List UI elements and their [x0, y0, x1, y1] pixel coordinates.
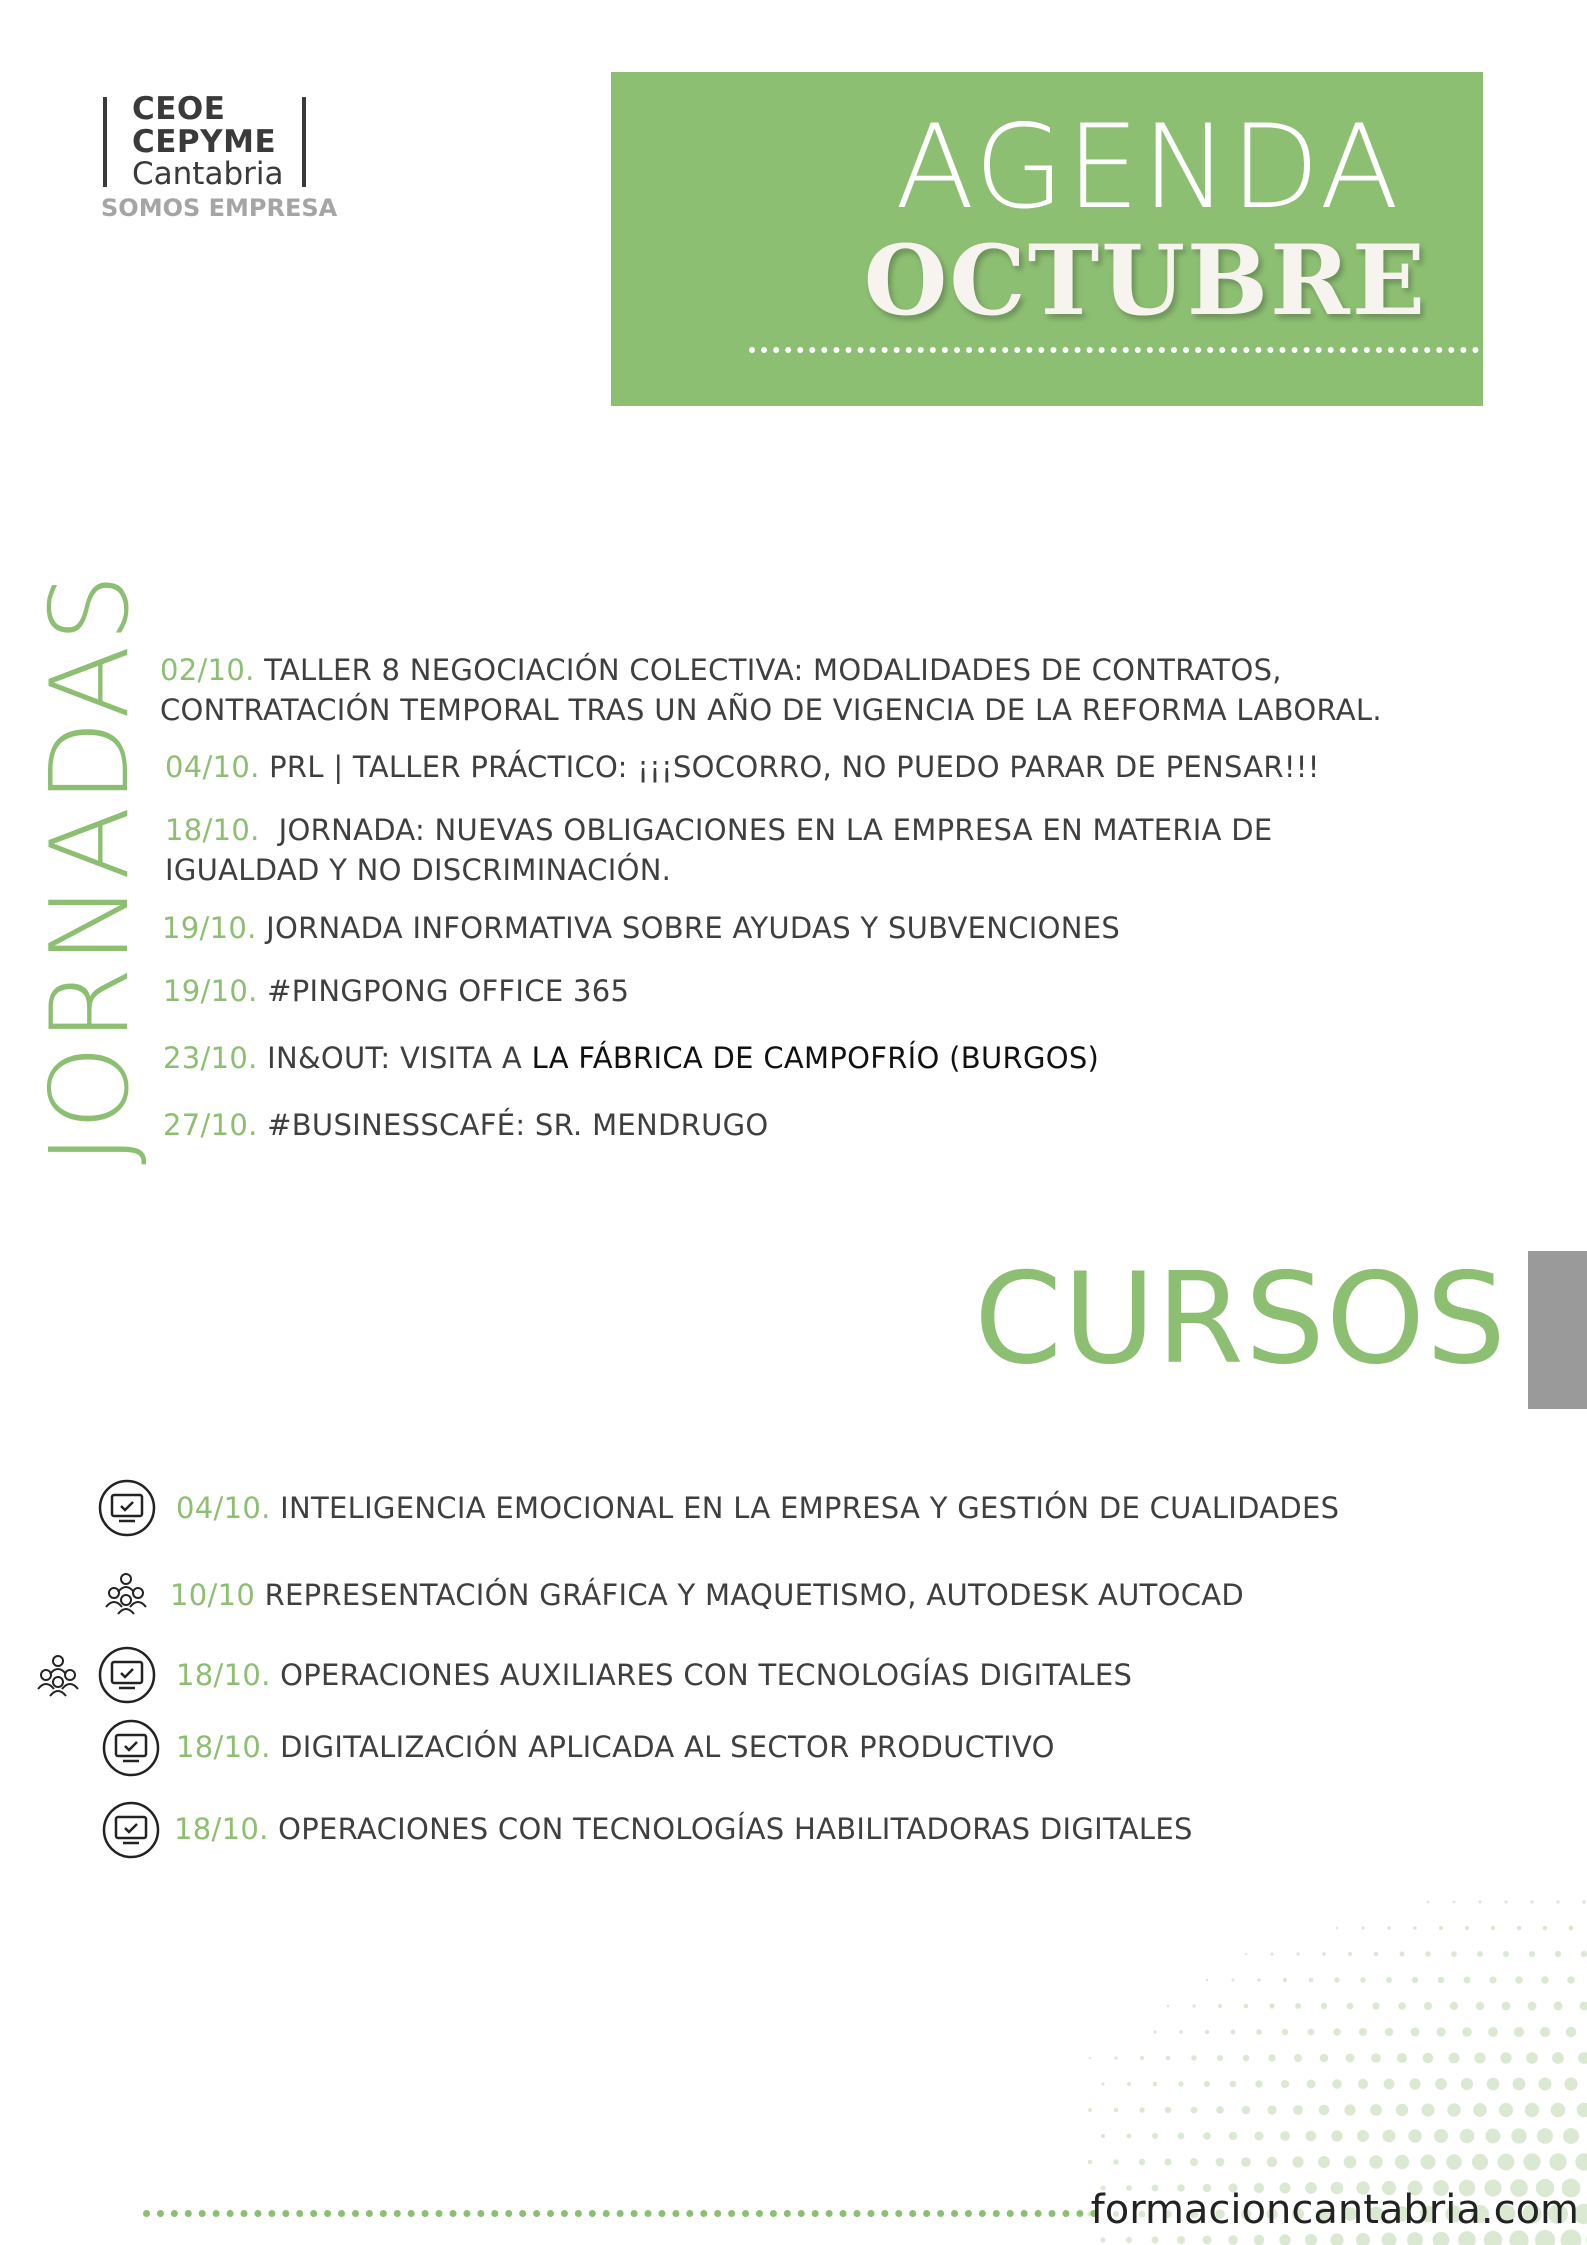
halftone-dot: [1383, 2130, 1396, 2143]
halftone-dot: [1582, 1900, 1585, 1903]
halftone-dot: [1241, 2157, 1251, 2167]
halftone-dot: [1549, 2153, 1566, 2170]
halftone-dot: [1113, 2159, 1119, 2165]
halftone-dot: [1283, 1978, 1287, 1982]
jornada-date: 02/10.: [160, 653, 255, 687]
halftone-dot: [1575, 2153, 1587, 2170]
halftone-dot: [1554, 2002, 1563, 2011]
online-course-icon: [101, 1800, 161, 1860]
halftone-dot: [1458, 2231, 1476, 2245]
halftone-dot: [1126, 2237, 1132, 2243]
halftone-dot: [1217, 2055, 1223, 2061]
halftone-dot: [1498, 2154, 1515, 2171]
halftone-dot: [1563, 2128, 1579, 2144]
jornada-title: PRL | TALLER PRÁCTICO: ¡¡¡SOCORRO, NO PUEDO PARAR DE PENSAR!!!: [269, 750, 1320, 784]
footer-website-link[interactable]: formacioncantabria.com: [1090, 2187, 1579, 2233]
curso-item[interactable]: [174, 1809, 1193, 1849]
halftone-dot: [1566, 2027, 1576, 2037]
halftone-dot: [1267, 2157, 1277, 2167]
halftone-dot: [1411, 2028, 1420, 2037]
halftone-dot: [1307, 2080, 1316, 2089]
halftone-dot: [1257, 1978, 1261, 1982]
halftone-dot: [1473, 2103, 1487, 2117]
halftone-dot: [1292, 2156, 1303, 2167]
halftone-dot: [1203, 2132, 1211, 2140]
halftone-dot: [1499, 2103, 1513, 2117]
halftone-dot: [1447, 2103, 1460, 2116]
halftone-dot: [1191, 2107, 1198, 2114]
halftone-dot: [1332, 2079, 1342, 2089]
halftone-dot: [1540, 2027, 1550, 2037]
curso-title: REPRESENTACIÓN GRÁFICA Y MAQUETISMO, AUTODESK AUTOCAD: [264, 1578, 1245, 1612]
halftone-dot: [1412, 1977, 1418, 1983]
halftone-dot: [1398, 2002, 1406, 2010]
halftone-dot: [1333, 2028, 1340, 2035]
halftone-dot: [1165, 2107, 1171, 2113]
jornada-item[interactable]: [165, 810, 1273, 850]
jornadas-section-label: JORNADAS: [28, 570, 153, 1165]
halftone-dot: [1435, 2078, 1447, 2090]
halftone-dot: [1319, 2105, 1330, 2116]
halftone-dot: [1254, 2235, 1265, 2245]
halftone-dot: [1358, 2079, 1368, 2089]
halftone-dot: [1205, 2030, 1209, 2034]
halftone-dot: [1436, 2027, 1445, 2036]
halftone-dot: [1336, 1927, 1339, 1930]
halftone-dot: [1503, 1951, 1509, 1957]
jornada-title: JORNADA INFORMATIVA SOBRE AYUDAS Y SUBVENCIONES: [266, 911, 1121, 945]
jornada-item[interactable]: [160, 650, 1282, 690]
curso-title: INTELIGENCIA EMOCIONAL EN LA EMPRESA Y GESTIÓN DE CUALIDADES: [280, 1491, 1340, 1525]
halftone-dot: [1489, 1976, 1496, 1983]
cursos-section-title: CURSOS: [974, 1245, 1507, 1392]
halftone-dot: [1242, 2106, 1250, 2114]
curso-title: OPERACIONES CON TECNOLOGÍAS HABILITADORAS DIGITALES: [278, 1812, 1193, 1846]
halftone-dot: [1347, 2003, 1354, 2010]
halftone-dot: [1487, 2078, 1500, 2091]
halftone-dot: [1255, 2080, 1263, 2088]
curso-item[interactable]: [176, 1727, 1055, 1767]
halftone-dot: [1385, 2028, 1393, 2036]
halftone-dot: [1421, 2155, 1436, 2170]
curso-date: 18/10.: [174, 1812, 269, 1846]
halftone-dot: [1282, 2029, 1288, 2035]
halftone-dot: [1178, 2081, 1183, 2086]
halftone-dot: [1344, 2156, 1357, 2169]
halftone-dot: [1127, 2082, 1131, 2086]
logo-tagline: SOMOS EMPRESA: [101, 194, 338, 222]
halftone-dot: [1424, 2002, 1432, 2010]
halftone-dot: [1476, 2002, 1485, 2011]
halftone-dot: [1153, 2082, 1158, 2087]
halftone-dot: [1268, 2054, 1275, 2061]
halftone-dot: [1460, 2129, 1475, 2144]
jornada-item[interactable]: [165, 747, 1320, 787]
halftone-dot: [1216, 2106, 1224, 2114]
jornada-date: 23/10.: [163, 1041, 258, 1075]
halftone-dot: [1243, 2055, 1250, 2062]
curso-date: 10/10: [170, 1578, 256, 1612]
halftone-dot: [1271, 1953, 1274, 1956]
halftone-dot: [1552, 2052, 1564, 2064]
halftone-dot: [1306, 2131, 1317, 2142]
halftone-dot: [1330, 2233, 1343, 2245]
halftone-dot: [1190, 2158, 1198, 2166]
curso-item[interactable]: [176, 1488, 1339, 1528]
online-course-icon: [97, 1478, 157, 1538]
halftone-dot: [1218, 2004, 1222, 2008]
halftone-dot: [1461, 2078, 1473, 2090]
halftone-dot: [1511, 2128, 1526, 2143]
halftone-dot: [1474, 2052, 1485, 2063]
halftone-dot: [1408, 2129, 1421, 2142]
halftone-dot: [1530, 1900, 1533, 1903]
halftone-dot: [1139, 2159, 1145, 2165]
halftone-dot: [1281, 2080, 1289, 2088]
jornada-date: 19/10.: [162, 911, 257, 945]
halftone-dot: [1567, 1976, 1575, 1984]
agenda-title-box: [611, 72, 1483, 406]
jornada-title-highlight: LA FÁBRICA DE CAMPOFRÍO (BURGOS): [531, 1041, 1100, 1075]
halftone-dot: [1191, 2055, 1196, 2060]
halftone-dot: [1089, 2057, 1091, 2059]
halftone-dot: [1491, 1926, 1495, 1930]
halftone-dot: [1179, 2030, 1183, 2034]
jornada-item[interactable]: [162, 908, 1120, 948]
halftone-dot: [1465, 1926, 1469, 1930]
halftone-dot: [1348, 1952, 1352, 1956]
halftone-dot: [1525, 2103, 1539, 2117]
halftone-dot: [1230, 2081, 1237, 2088]
halftone-dot: [1464, 1977, 1471, 1984]
halftone-dot: [1293, 2105, 1303, 2115]
halftone-dot: [1356, 2233, 1370, 2245]
halftone-dot: [1309, 1978, 1314, 1983]
halftone-dot: [1479, 1901, 1482, 1904]
jornada-title-line2: CONTRATACIÓN TEMPORAL TRAS UN AÑO DE VIGENCIA DE LA REFORMA LABORAL.: [160, 693, 1382, 727]
halftone-dot: [1294, 2054, 1302, 2062]
halftone-dot: [1543, 1926, 1548, 1931]
curso-date: 18/10.: [176, 1730, 271, 1764]
curso-item[interactable]: [176, 1655, 1132, 1695]
halftone-dot: [1279, 2234, 1290, 2245]
halftone-dot: [1537, 2128, 1553, 2144]
halftone-dot: [1526, 2052, 1538, 2064]
halftone-dot: [1244, 2004, 1249, 2009]
halftone-dot: [1152, 2133, 1158, 2139]
halftone-dot: [1387, 1926, 1390, 1929]
halftone-dot: [1228, 2235, 1238, 2245]
halftone-dot: [1439, 1926, 1443, 1930]
title-dotted-line: [749, 347, 1479, 353]
halftone-dot: [1382, 2233, 1397, 2245]
halftone-dot: [1488, 2027, 1498, 2037]
jornada-item[interactable]: [163, 971, 629, 1011]
halftone-dot: [1167, 2005, 1170, 2008]
halftone-dot: [1427, 1901, 1430, 1904]
halftone-dot: [1581, 1951, 1587, 1957]
jornada-item[interactable]: [163, 1038, 1099, 1078]
halftone-dot: [1229, 2132, 1237, 2140]
halftone-dot: [1528, 2002, 1537, 2011]
halftone-dot: [1334, 1977, 1339, 1982]
halftone-dot: [1231, 2030, 1236, 2035]
halftone-dot: [1502, 2002, 1511, 2011]
halftone-dot: [1539, 2078, 1552, 2091]
jornada-item-continuation[interactable]: [160, 690, 1382, 730]
halftone-dot: [1462, 2027, 1472, 2037]
halftone-dot: [1140, 2056, 1144, 2060]
halftone-dot: [1101, 2134, 1105, 2138]
footer-dotted-line: [143, 2210, 1098, 2217]
halftone-dot: [1513, 2078, 1526, 2091]
halftone-dot: [1423, 2053, 1434, 2064]
halftone-dot: [1088, 2108, 1092, 2112]
jornada-title: JORNADA: NUEVAS OBLIGACIONES EN LA EMPRESA EN MATERIA DE: [278, 813, 1273, 847]
agenda-title: AGENDA: [895, 100, 1401, 235]
logo-line-cepyme: CEPYME: [132, 124, 277, 160]
halftone-dot: [1514, 2027, 1524, 2037]
halftone-dot: [1321, 2003, 1327, 2009]
jornada-title: #BUSINESSCAFÉ: SR. MENDRUGO: [267, 1108, 769, 1142]
halftone-dot: [1564, 2077, 1577, 2090]
halftone-dot: [1577, 2103, 1587, 2118]
halftone-dot: [1320, 2054, 1329, 2063]
halftone-dot: [1372, 2002, 1379, 2009]
halftone-dot: [1360, 1977, 1366, 1983]
online-course-icon: [101, 1718, 161, 1778]
jornada-item-continuation[interactable]: [165, 850, 671, 890]
halftone-dot: [1164, 2158, 1171, 2165]
curso-item[interactable]: [170, 1575, 1244, 1615]
curso-title: DIGITALIZACIÓN APLICADA AL SECTOR PRODUCTIVO: [280, 1730, 1055, 1764]
halftone-dot: [1318, 2156, 1330, 2168]
halftone-dot: [1370, 2104, 1382, 2116]
jornada-date: 18/10.: [165, 813, 260, 847]
halftone-dot: [1344, 2104, 1355, 2115]
halftone-dot: [1359, 2028, 1367, 2036]
halftone-dot: [1192, 2004, 1195, 2007]
halftone-dot: [1449, 2053, 1460, 2064]
halftone-dot: [1204, 2081, 1210, 2087]
logo-line-ceoe: CEOE: [132, 91, 226, 127]
halftone-dot: [1472, 2154, 1488, 2170]
halftone-dot: [1433, 2232, 1450, 2245]
halftone-dot: [1114, 2056, 1117, 2059]
halftone-dot: [1216, 2158, 1225, 2167]
jornada-title: TALLER 8 NEGOCIACIÓN COLECTIVA: MODALIDADES DE CONTRATOS,: [264, 653, 1282, 687]
halftone-dot: [1541, 1976, 1548, 1983]
halftone-dot: [1451, 1951, 1457, 1957]
halftone-dot: [1569, 1926, 1574, 1931]
halftone-dot: [1555, 1951, 1561, 1957]
halftone-dot: [1280, 2131, 1290, 2141]
group-icon: [35, 1652, 81, 1698]
halftone-dot: [1127, 2134, 1132, 2139]
halftone-dot: [1407, 2232, 1423, 2245]
logo-frame: [103, 91, 306, 192]
halftone-dot: [1551, 2103, 1566, 2118]
halftone-dot: [1267, 2105, 1276, 2114]
halftone-dot: [1556, 1900, 1559, 1903]
halftone-dot: [1088, 2160, 1093, 2165]
halftone-dot: [1305, 2234, 1317, 2245]
halftone-dot: [1413, 1926, 1417, 1930]
halftone-dot: [1296, 1952, 1299, 1955]
halftone-dot: [1578, 2052, 1587, 2064]
decorative-halftone-dots: [1080, 1840, 1587, 2245]
halftone-dot: [1154, 2031, 1157, 2034]
halftone-dot: [1400, 1952, 1405, 1957]
halftone-dot: [1166, 2056, 1171, 2061]
halftone-dot: [1203, 2236, 1212, 2245]
halftone-dot: [1529, 1951, 1535, 1957]
halftone-dot: [1477, 1951, 1483, 1957]
halftone-dot: [1139, 2107, 1144, 2112]
halftone-dot: [1517, 1926, 1522, 1931]
month-title: OCTUBRE: [863, 224, 1427, 337]
curso-date: 04/10.: [176, 1491, 271, 1525]
halftone-dot: [1580, 2002, 1587, 2011]
halftone-dot: [1409, 2078, 1420, 2089]
halftone-dot: [1386, 1977, 1392, 1983]
jornada-item[interactable]: [163, 1105, 769, 1145]
halftone-dot: [1232, 1979, 1235, 1982]
halftone-dot: [1500, 2052, 1511, 2063]
halftone-dot: [1101, 2082, 1104, 2085]
halftone-dot: [1322, 1952, 1326, 1956]
halftone-dot: [1245, 1953, 1247, 1955]
halftone-dot: [1374, 1952, 1379, 1957]
halftone-dot: [1357, 2130, 1369, 2142]
jornada-title: #PINGPONG OFFICE 365: [267, 974, 630, 1008]
logo-line-cantabria: Cantabria: [132, 156, 284, 192]
curso-title: OPERACIONES AUXILIARES CON TECNOLOGÍAS DIGITALES: [280, 1658, 1133, 1692]
halftone-dot: [1453, 1901, 1456, 1904]
jornada-date: 27/10.: [163, 1108, 258, 1142]
curso-date: 18/10.: [176, 1658, 271, 1692]
halftone-dot: [1523, 2153, 1540, 2170]
halftone-dot: [1206, 1979, 1208, 1981]
halftone-dot: [1255, 2132, 1264, 2141]
halftone-dot: [1100, 2237, 1105, 2242]
halftone-dot: [1515, 1976, 1522, 1983]
jornada-title: IN&OUT: VISITA A: [267, 1041, 523, 1075]
halftone-dot: [1486, 2129, 1501, 2144]
halftone-dot: [1446, 2154, 1462, 2170]
halftone-dot: [1362, 1927, 1365, 1930]
halftone-dot: [1114, 2108, 1119, 2113]
cursos-gray-bar: [1528, 1251, 1587, 1409]
halftone-dot: [1331, 2130, 1342, 2141]
halftone-dot: [1371, 2053, 1381, 2063]
halftone-dot: [1434, 2129, 1448, 2143]
jornada-date: 04/10.: [165, 750, 260, 784]
halftone-dot: [1152, 2237, 1159, 2244]
halftone-dot: [1177, 2236, 1185, 2244]
halftone-dot: [1269, 2003, 1274, 2008]
jornada-title-line2: IGUALDAD Y NO DISCRIMINACIÓN.: [165, 853, 672, 887]
halftone-dot: [1256, 2029, 1262, 2035]
halftone-dot: [1397, 2053, 1407, 2063]
halftone-dot: [1504, 1900, 1507, 1903]
halftone-dot: [1395, 2155, 1409, 2169]
online-course-icon: [97, 1645, 157, 1705]
halftone-dot: [1384, 2079, 1395, 2090]
halftone-dot: [1308, 2029, 1315, 2036]
halftone-dot: [1438, 1977, 1445, 1984]
jornada-date: 19/10.: [163, 974, 258, 1008]
halftone-dot: [1295, 2003, 1301, 2009]
halftone-dot: [1178, 2133, 1185, 2140]
halftone-dot: [1422, 2104, 1435, 2117]
halftone-dot: [1369, 2155, 1383, 2169]
halftone-dot: [1450, 2002, 1458, 2010]
halftone-dot: [1396, 2104, 1408, 2116]
group-icon: [103, 1570, 149, 1616]
halftone-dot: [1425, 1951, 1430, 1956]
halftone-dot: [1346, 2054, 1355, 2063]
